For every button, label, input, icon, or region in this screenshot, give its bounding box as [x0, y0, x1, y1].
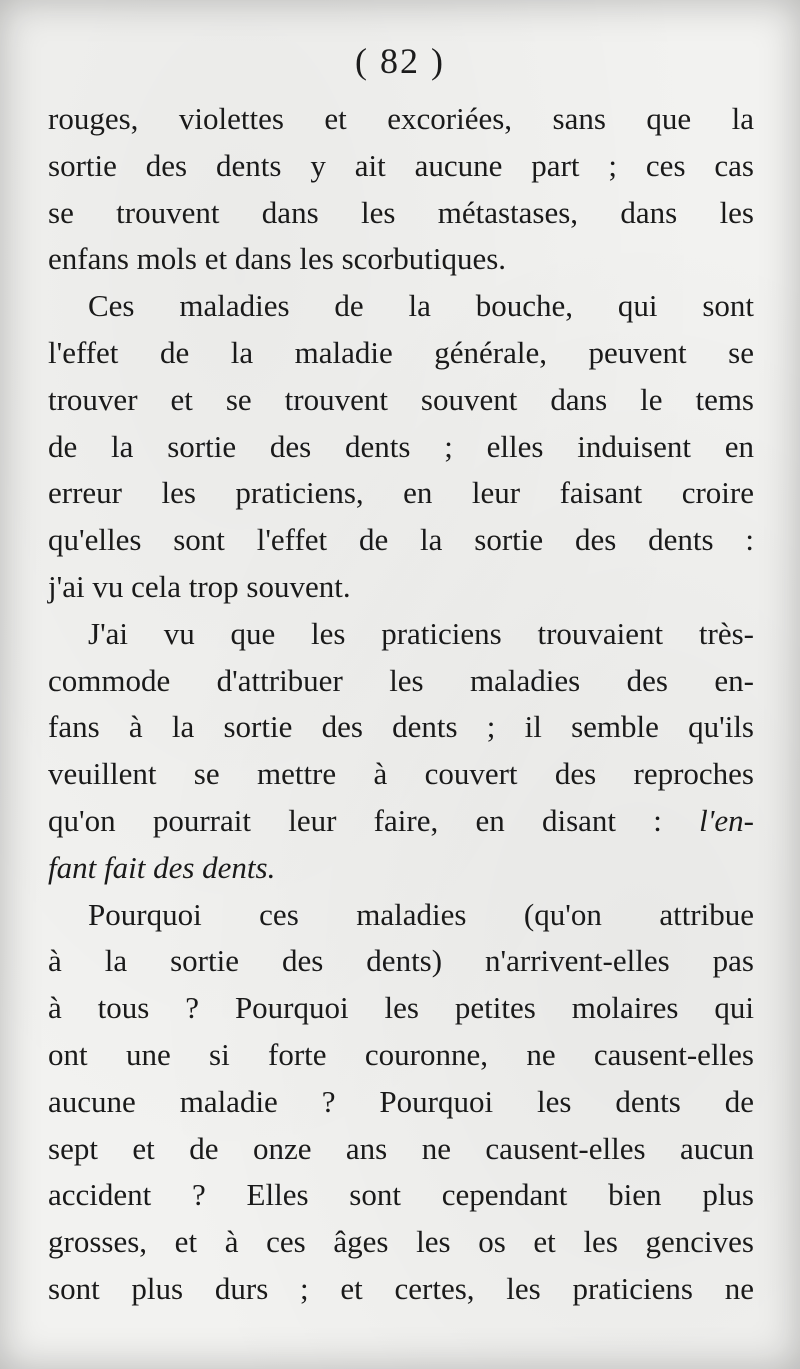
text-line: veuillent se mettre à couvert des reproches [48, 756, 754, 792]
text-line: commode d'attribuer les maladies des en- [48, 662, 754, 698]
text-line: ont une si forte couronne, ne causent-elles [48, 1036, 754, 1072]
text-line: enfans mols et dans les scorbutiques. [48, 241, 507, 277]
text-line: grosses, et à ces âges les os et les gencives [48, 1224, 754, 1260]
text-line: Ces maladies de la bouche, qui sont [88, 288, 754, 324]
text-line: trouver et se trouvent souvent dans le tems [48, 381, 754, 417]
text-segment: qu'on pourrait leur faire, en disant : [48, 802, 700, 838]
text-line: accident ? Elles sont cependant bien plus [48, 1177, 754, 1213]
text-line-mixed [48, 798, 754, 845]
text-line: aucune maladie ? Pourquoi les dents de [48, 1083, 754, 1119]
paragraph-4 [48, 892, 754, 1313]
text-line: se trouvent dans les métastases, dans les [48, 194, 754, 230]
text-line: l'effet de la maladie générale, peuvent se [48, 334, 754, 370]
text-line: qu'elles sont l'effet de la sortie des dents : [48, 522, 754, 558]
text-line: fant fait des dents. [48, 849, 276, 885]
text-line: sortie des dents y ait aucune part ; ces cas [48, 147, 754, 183]
text-line: j'ai vu cela trop souvent. [48, 568, 351, 604]
text-line: erreur les praticiens, en leur faisant croire [48, 475, 754, 511]
page-number: ( 82 ) [355, 41, 445, 81]
paragraph-3 [48, 611, 754, 892]
text-line: rouges, violettes et excoriées, sans que la [48, 101, 754, 136]
text-line: J'ai vu que les praticiens trouvaient très- [88, 615, 754, 651]
text-line: à tous ? Pourquoi les petites molaires qui [48, 990, 754, 1026]
paragraph-1 [48, 96, 754, 283]
text-line: sept et de onze ans ne causent-elles aucun [48, 1130, 754, 1166]
paragraph-2 [48, 283, 754, 611]
text-line: à la sortie des dents) n'arrivent-elles pas [48, 943, 754, 979]
body-text [48, 96, 754, 1313]
text-line: de la sortie des dents ; elles induisent en [48, 428, 754, 464]
text-line: sont plus durs ; et certes, les praticiens ne [48, 1270, 754, 1306]
italic-segment: l'en- [699, 802, 754, 838]
text-line: fans à la sortie des dents ; il semble qu'ils [48, 709, 754, 745]
text-line: Pourquoi ces maladies (qu'on attribue [88, 896, 754, 932]
